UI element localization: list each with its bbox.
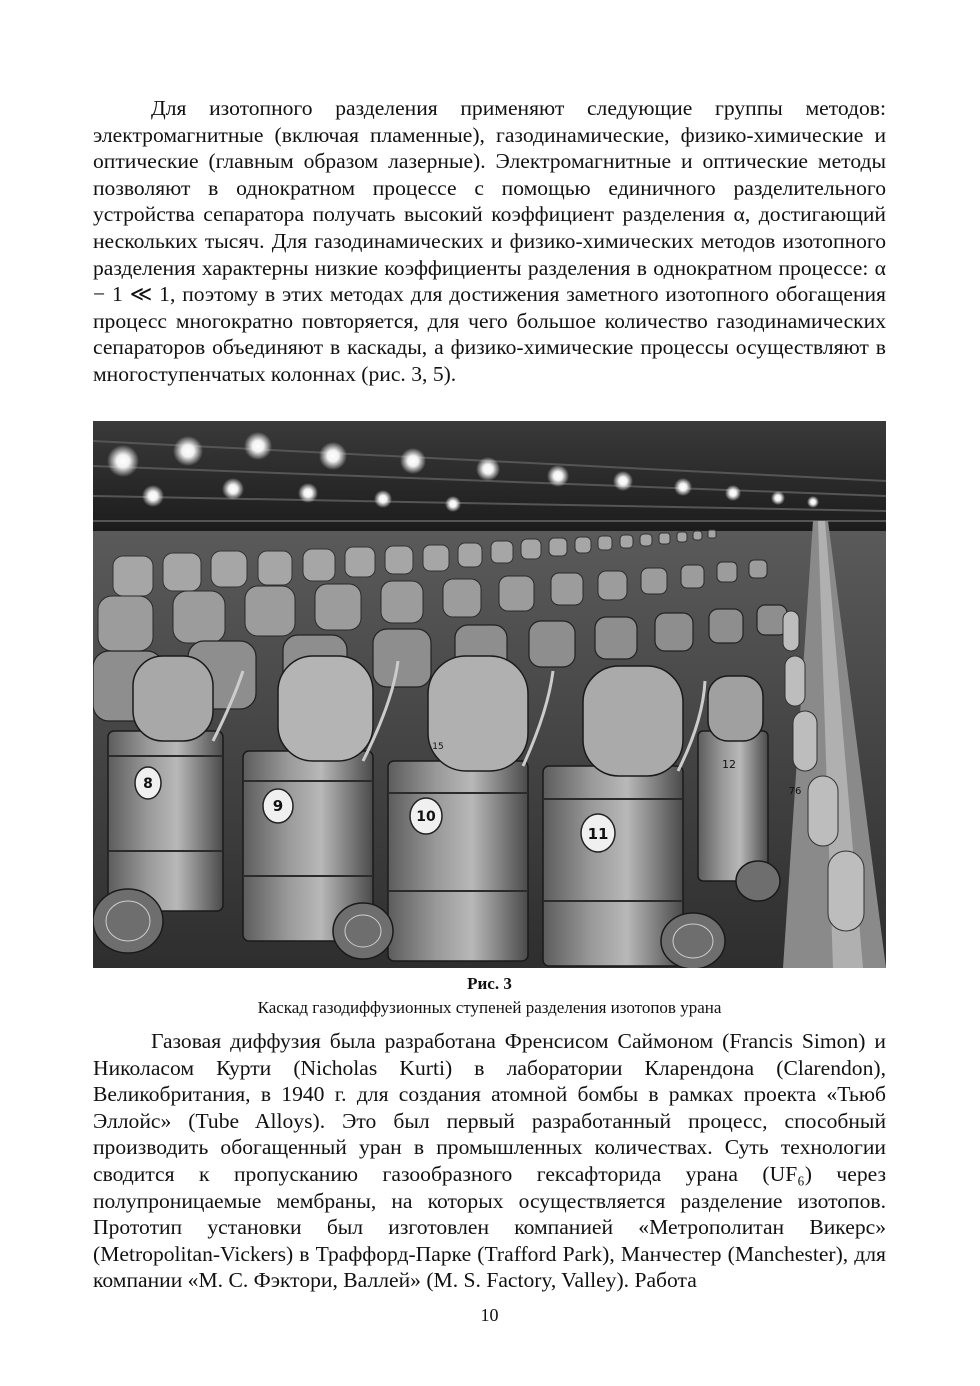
unit-number-8: 8 bbox=[143, 776, 153, 792]
figure-caption: Каскад газодиффузионных ступеней разделения изотопов урана bbox=[257, 998, 722, 1017]
gas-diffusion-paragraph: Газовая диффузия была разработана Френсисом Саймоном (Francis Simon) и Николасом Курти (Nicholas Kurti) в лаборатории Кларендона (Clarendon), Великобритания, в 1940 г. для создания атомной бомбы в рамках проекта «Тьюб Эллойс» (Tube Alloys). Это был первый разработанный процесс, способный производить обогащенный уран в промышленных количествах. Суть технологии сводится к пропусканию газообразного гексафторида урана (UF₆) через полупроницаемые мембраны, на которых осуществляется разделение изотопов. Прототип установки был изготовлен компанией «Метрополитан Викерс» (Metropolitan-Vickers) в Траффорд-Парке (Trafford Park), Манчестер (Manchester), для компании «М. С. Фэктори, Валлей» (M. S. Factory, Valley). Работа bbox=[93, 1029, 886, 1293]
figure-label: Рис. 3 bbox=[467, 974, 512, 993]
intro-paragraph: Для изотопного разделения применяют следующие группы методов: электромагнитные (включая пламенные), газодинамические, физико-химические и оптические (главным образом лазерные). Электромагнитные и оптические методы позволяют в однократном процессе с помощью единичного разделительного устройства сепаратора получать высокий коэффициент разделения α, достигающий нескольких тысяч. Для газодинамических и физико-химических методов изотопного разделения характерны низкие коэффициенты разделения в однократном процессе: α − 1 ≪ 1, поэтому в этих методах для достижения заметного изотопного обогащения процесс многократно повторяется, для чего большое количество газодинамических сепараторов объединяют в каскады, а физико-химические процессы осуществляют в многоступенчатых колоннах (рис. 3, 5). bbox=[93, 96, 886, 386]
unit-number-10: 10 bbox=[416, 809, 436, 825]
cascade-photo bbox=[93, 421, 886, 968]
unit-number-11: 11 bbox=[587, 825, 609, 843]
unit-number-12: 12 bbox=[722, 758, 736, 771]
unit-number-76: 76 bbox=[788, 786, 802, 797]
unit-number-15: 15 bbox=[432, 742, 444, 752]
page-number: 10 bbox=[480, 1305, 499, 1325]
unit-number-9: 9 bbox=[272, 797, 284, 815]
